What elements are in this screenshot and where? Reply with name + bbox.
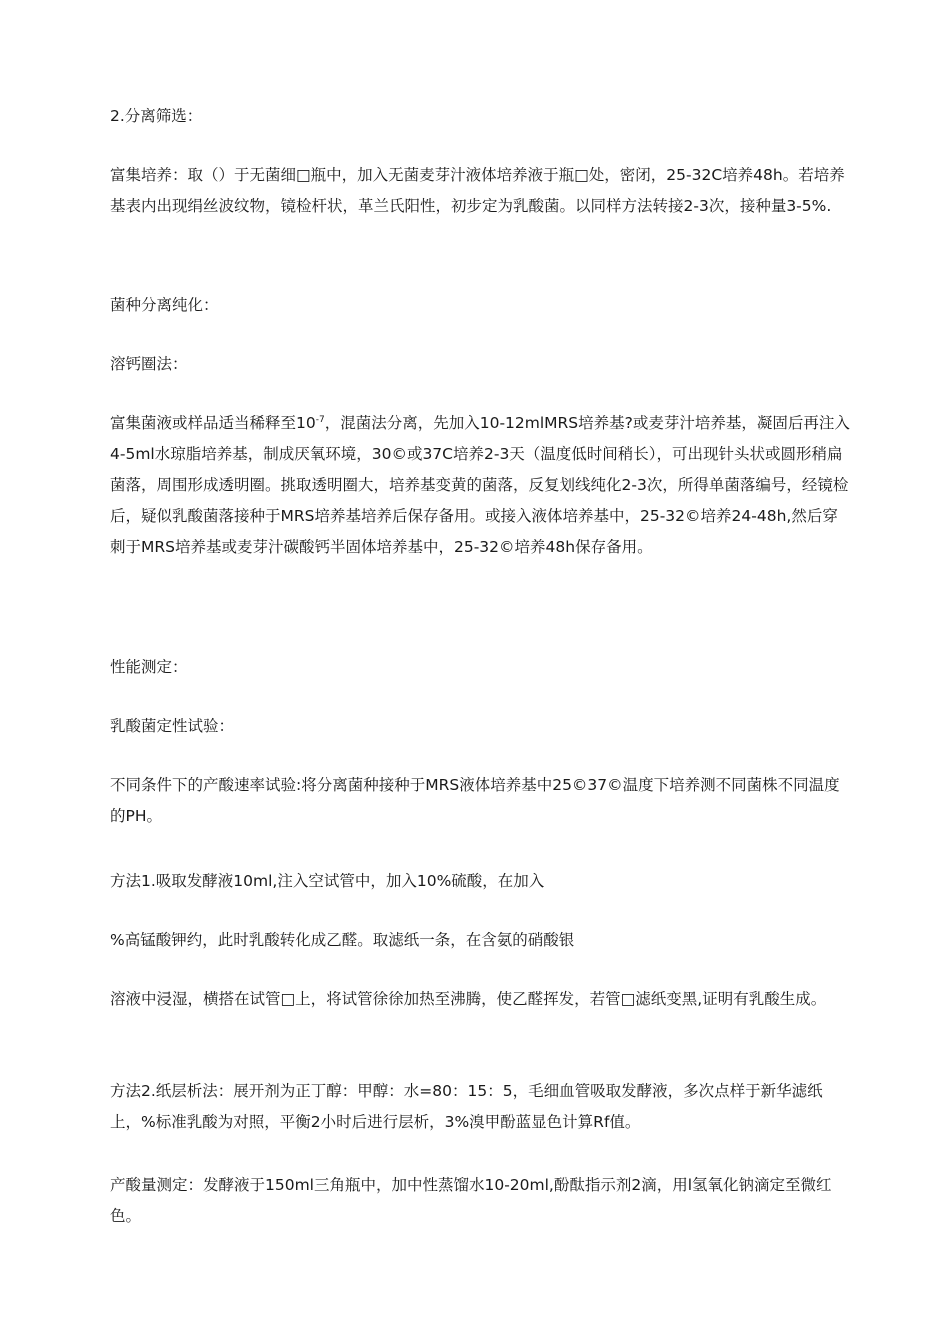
paragraph-acid-rate-test: 不同条件下的产酸速率试验:将分离菌种接种于MRS液体培养基中25©37©温度下培养测不同菌株不同温度的PH。 <box>110 776 840 825</box>
dilution-exponent: -7 <box>315 414 325 425</box>
paragraph-method1-line3: 溶液中浸湿，横搭在试管□上，将试管徐徐加热至沸腾，使乙醛挥发，若管□滤纸变黑,证明有乳酸生成。 <box>110 990 827 1008</box>
heading-qualitative-test: 乳酸菌定性试验： <box>110 717 235 735</box>
section-heading-separation: 2.分离筛选： <box>110 107 203 125</box>
halo-procedure-part1: 富集菌液或样品适当稀释至10 <box>110 414 316 432</box>
paragraph-enrichment-culture: 富集培养：取（）于无菌细□瓶中，加入无菌麦芽汁液体培养液于瓶□处，密闭，25-32C培养48h。若培养基表内出现绢丝波纹物，镜检杆状，革兰氏阳性，初步定为乳酸菌。以同样方法转接2-3次，接种量3-5%. <box>110 166 845 215</box>
paragraph-method2: 方法2.纸层析法：展开剂为正丁醇：甲醇：水=80：15：5，毛细血管吸取发酵液，多次点样于新华滤纸上，%标准乳酸为对照，平衡2小时后进行层析，3%溴甲酚蓝显色计算Rf值。 <box>110 1082 823 1131</box>
paragraph-method1-line2: %高锰酸钾约，此时乳酸转化成乙醛。取滤纸一条，在含氨的硝酸银 <box>110 931 575 949</box>
paragraph-halo-procedure <box>110 408 850 563</box>
heading-calcium-halo-method: 溶钙圈法： <box>110 355 188 373</box>
heading-strain-purification: 菌种分离纯化： <box>110 296 219 314</box>
paragraph-acid-yield: 产酸量测定：发酵液于150ml三角瓶中，加中性蒸馏水10-20ml,酚酞指示剂2滴，用l氢氧化钠滴定至微红色。 <box>110 1176 832 1225</box>
halo-procedure-part2: ，混菌法分离，先加入10-12mlMRS培养基?或麦芽汁培养基，凝固后再注入4-5ml水琼脂培养基，制成厌氧环境，30©或37C培养2-3天（温度低时间稍长），可出现针头状或圆形稍扁菌落，周围形成透明圈。挑取透明圈大，培养基变黄的菌落，反复划线纯化2-3次，所得单菌落编号，经镜检后，疑似乳酸菌落接种于MRS培养基培养后保存备用。或接入液体培养基中，25-32©培养24-48h,然后穿刺于MRS培养基或麦芽汁碳酸钙半固体培养基中，25-32©培养48h保存备用。 <box>110 414 850 556</box>
paragraph-method1-line1: 方法1.吸取发酵液10ml,注入空试管中，加入10%硫酸，在加入 <box>110 872 545 890</box>
heading-performance-test: 性能测定： <box>110 658 188 676</box>
